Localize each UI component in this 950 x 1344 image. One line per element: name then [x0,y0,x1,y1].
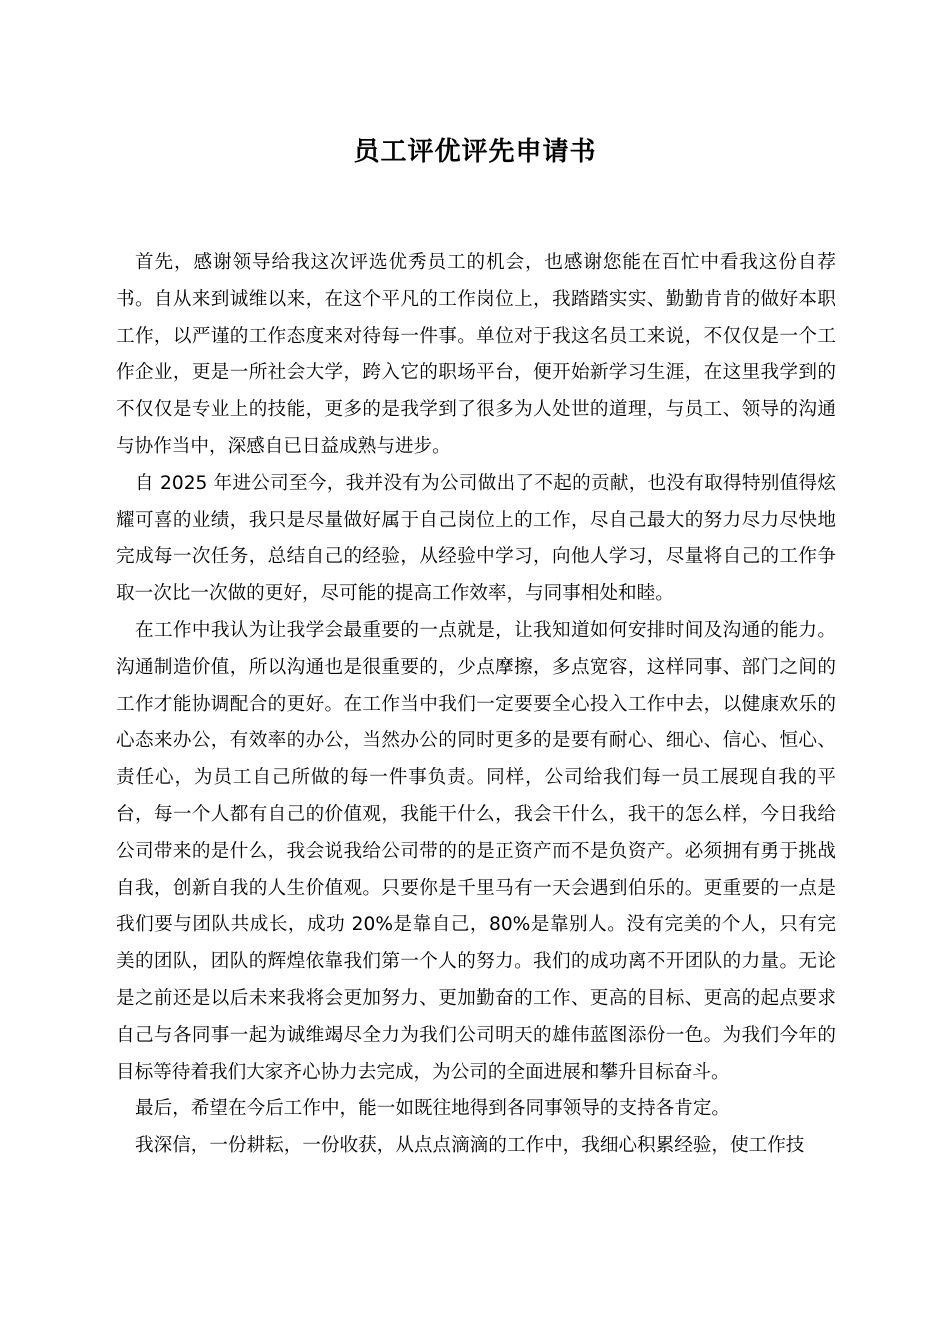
paragraph-conviction: 我深信，一份耕耘，一份收获，从点点滴滴的工作中，我细心积累经验，使工作技 [135,1135,805,1157]
document-title: 员工评优评先申请书 [353,137,597,167]
document-body [116,245,836,1165]
paragraph-since-2025: 自 2025 年进公司至今，我并没有为公司做出了不起的贡献，也没有取得特别值得炫耀可喜的业绩，我只是尽量做好属于自己岗位上的工作，尽自己最大的努力尽力尽快地完成每一次任务，总结自己的经验，从经验中学习，向他人学习，尽量将自己的工作争取一次比一次做的更好，尽可能的提高工作效率，与同事相处和睦。 [116,472,836,605]
paragraph-gratitude: 首先，感谢领导给我这次评选优秀员工的机会，也感谢您能在百忙中看我这份自荐书。自从来到诚维以来，在这个平凡的工作岗位上，我踏踏实实、勤勤肯肯的做好本职工作，以严谨的工作态度来对待每一件事。单位对于我这名员工来说，不仅仅是一个工作企业，更是一所社会大学，跨入它的职场平台，便开始新学习生涯，在这里我学到的不仅仅是专业上的技能，更多的是我学到了很多为人处世的道理，与员工、领导的沟通与协作当中，深感自已日益成熟与进步。 [116,252,836,457]
paragraph-finally: 最后，希望在今后工作中，能一如既往地得到各同事领导的支持各肯定。 [135,1098,731,1120]
paragraph-communication: 在工作中我认为让我学会最重要的一点就是，让我知道如何安排时间及沟通的能力。沟通制造价值，所以沟通也是很重要的，少点摩擦，多点宽容，这样同事、部门之间的工作才能协调配合的更好。在工作当中我们一定要要全心投入工作中去，以健康欢乐的心态来办公，有效率的办公，当然办公的同时更多的是要有耐心、细心、信心、恒心、责任心，为员工自己所做的每一件事负责。同样，公司给我们每一员工展现自我的平台，每一个人都有自己的价值观，我能干什么，我会干什么，我干的怎么样，今日我给公司带来的是什么，我会说我给公司带的的是正资产而不是负资产。必须拥有勇于挑战自我，创新自我的人生价值观。只要你是千里马有一天会遇到伯乐的。更重要的一点是我们要与团队共成长，成功 20%是靠自己，80%是靠别人。没有完美的个人，只有完美的团队，团队的辉煌依靠我们第一个人的努力。我们的成功离不开团队的力量。无论是之前还是以后未来我将会更加努力、更加勤奋的工作、更高的目标、更高的起点要求自己与各同事一起为诚维竭尽全力为我们公司明天的雄伟蓝图添份一色。为我们今年的目标等待着我们大家齐心协力去完成，为公司的全面进展和攀升目标奋斗。 [116,619,836,1083]
